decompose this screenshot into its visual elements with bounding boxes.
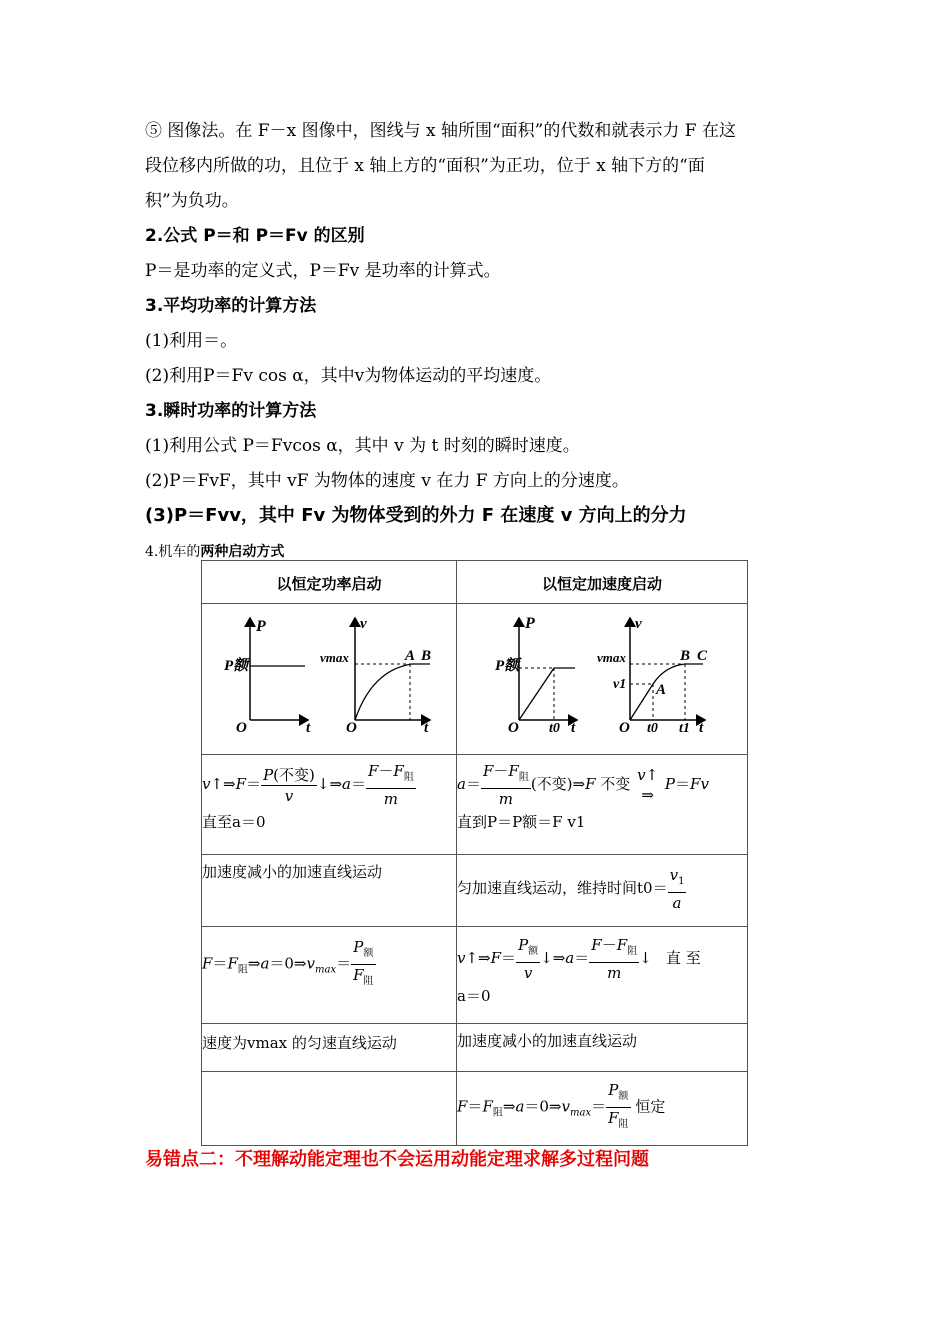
point-c-label: C [697, 648, 708, 664]
graphs-constant-acceleration [457, 604, 748, 755]
text-line-5: P＝是功率的定义式，P＝Fv 是功率的计算式。 [145, 261, 501, 281]
t-axis-label: t [306, 720, 311, 736]
row3-right-text: 匀加速直线运动，维持时间t0＝ [457, 879, 668, 897]
row6-right-tail: 恒定 [635, 1097, 666, 1116]
v-ramp-line [630, 684, 653, 720]
formula-left-1: v↑⇒F＝ $\frac{\text{P(不变)}}{v}$ ↓⇒a＝ $\frac{F-F_阻}{m}$ [202, 762, 414, 808]
t1-label: t1 [679, 721, 690, 736]
formula-right-1: a＝ $\frac{F-F_阻}{m}$ (不变)⇒F 不变 v↑ ⇒ P＝Fv [457, 762, 709, 808]
v-axis-label: v [360, 616, 367, 632]
row2-right [457, 755, 748, 855]
v-max-label: vmax [320, 650, 349, 665]
point-b-label: B [421, 648, 432, 664]
col2-header: 以恒定加速度启动 [457, 561, 748, 604]
text-line-7: (1)利用＝。 [145, 331, 238, 351]
row4-right-line2: a＝0 [457, 987, 491, 1005]
text-line-2: 段位移内所做的功，且位于 x 轴上方的“面积”为正功，位于 x 轴下方的“面 [145, 156, 705, 176]
heading-4-prefix: 4.机车的 [145, 544, 201, 560]
col1-header: 以恒定功率启动 [202, 561, 457, 604]
text-line-8: (2)利用P＝Fv cos α，其中v为物体运动的平均速度。 [145, 366, 552, 386]
formula-left-2: $F=F_阻\Rightarrow a=0\Rightarrow v_{max}=$ $\frac{P_额}{F_阻}$ [202, 938, 374, 987]
text-line-10: (1)利用公式 P＝Fvcos α，其中 v 为 t 时刻的瞬时速度。 [145, 436, 580, 456]
row4-left [202, 927, 457, 1024]
row2-right-tail: 直到P＝P额＝F v1 [457, 813, 586, 831]
heading-2: 2.公式 P＝和 P＝Fv 的区别 [145, 226, 365, 246]
graphs-constant-power [202, 604, 457, 755]
formula-right-3: $F=F_阻\Rightarrow a=0\Rightarrow v_{max}=$ $\frac{P_额}{F_阻}$ 恒定 [457, 1081, 666, 1130]
point-b-label-2: B [680, 648, 691, 664]
p-axis-label: P [256, 618, 266, 635]
row3-left-text: 加速度减小的加速直线运动 [202, 863, 383, 881]
p-axis-label-2: P [525, 615, 535, 632]
heading-4 [145, 541, 284, 561]
p-ramp-line [519, 668, 554, 720]
heading-3-instant: 3.瞬时功率的计算方法 [145, 401, 317, 421]
constant-power-graphs [202, 604, 456, 750]
p-rated-label-2: P额 [495, 658, 520, 674]
error-point-heading: 易错点二：不理解动能定理也不会运用动能定理求解多过程问题 [145, 1149, 649, 1170]
row2-left-tail: 直至a＝0 [202, 813, 266, 831]
t-axis-label-4: t [699, 720, 704, 736]
row6-left [202, 1072, 457, 1146]
p-rated-label: P额 [224, 658, 249, 674]
v1-label: v1 [613, 677, 627, 692]
text-line-1: ⑤ 图像法。在 F－x 图像中，图线与 x 轴所围“面积”的代数和就表示力 F 在这 [145, 121, 736, 141]
row5-right [457, 1024, 748, 1072]
constant-acceleration-graphs [457, 604, 747, 750]
text-line-3: 积”为负功。 [145, 191, 239, 211]
startup-comparison-table [201, 560, 748, 1146]
row5-left [202, 1024, 457, 1072]
row3-left [202, 855, 457, 927]
heading-4-bold: 两种启动方式 [200, 544, 285, 560]
formula-right-2: v↑⇒F＝ $\frac{P_额}{v}$ ↓⇒a＝ $\frac{F-F_阻}{m}$ ↓ 直 至 [457, 936, 701, 982]
v-max-label-2: vmax [597, 650, 626, 665]
t-axis-label-3: t [571, 720, 576, 736]
row4-right-tail: 直 至 [666, 949, 701, 967]
origin-label-2: O [346, 720, 357, 736]
t-axis-label-2: t [424, 720, 429, 736]
t0-label-2: t0 [647, 721, 658, 736]
row4-right [457, 927, 748, 1024]
text-line-12-bold: (3)P＝Fvv，其中 Fv 为物体受到的外力 F 在速度 v 方向上的分力 [145, 505, 687, 526]
origin-label-3: O [508, 720, 519, 736]
heading-3-average: 3.平均功率的计算方法 [145, 296, 317, 316]
origin-label-4: O [619, 720, 630, 736]
v-curve [355, 664, 412, 720]
v-axis-label-2: v [635, 616, 642, 632]
row5-left-text: 速度为vmax 的匀速直线运动 [202, 1034, 397, 1052]
point-a-label-2: A [656, 682, 667, 698]
v-curve-2 [653, 664, 685, 684]
t0-label: t0 [549, 721, 560, 736]
point-a-label: A [405, 648, 416, 664]
row2-left [202, 755, 457, 855]
row3-right: 匀加速直线运动，维持时间t0＝ $\frac{v_1}{a}$ [457, 855, 748, 927]
text-line-11: (2)P＝FvF，其中 vF 为物体的速度 v 在力 F 方向上的分速度。 [145, 471, 629, 491]
origin-label: O [236, 720, 247, 736]
row5-right-text: 加速度减小的加速直线运动 [457, 1032, 638, 1050]
row6-right [457, 1072, 748, 1146]
